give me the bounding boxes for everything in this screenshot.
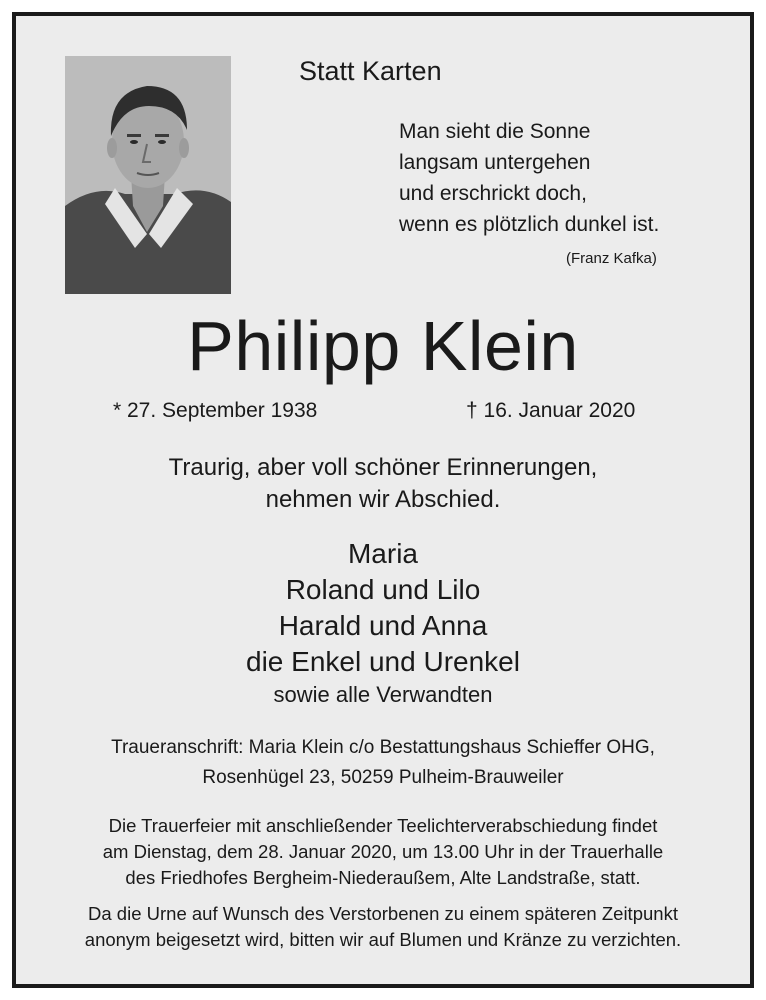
service-line: am Dienstag, dem 28. Januar 2020, um 13.00 Uhr in der Trauerhalle [102,841,664,862]
mourner-name: Maria [347,538,418,569]
quote-line: wenn es plötzlich dunkel ist. [399,213,660,236]
mourners-list [16,536,750,680]
quote-line: Man sieht die Sonne [399,120,591,143]
urn-note [16,901,750,953]
quote-line: langsam untergehen [399,151,591,174]
urn-note-line: Da die Urne auf Wunsch des Verstorbenen zu einem späteren Zeitpunkt [88,903,678,924]
mourning-address [16,733,750,793]
farewell-line: nehmen wir Abschied. [265,486,501,513]
portrait-photo [65,56,231,294]
farewell-line: Traurig, aber voll schöner Erinnerungen, [168,454,598,481]
death-date: † 16. Januar 2020 [466,399,636,422]
address-line: Rosenhügel 23, 50259 Pulheim-Brauweiler [202,767,564,788]
funeral-service-info [16,813,750,891]
statt-karten-heading: Statt Karten [299,56,442,86]
birth-date: * 27. September 1938 [113,399,318,422]
mourner-name: Harald und Anna [278,610,488,641]
deceased-name: Philipp Klein [187,307,579,385]
urn-note-line: anonym beigesetzt wird, bitten wir auf Blumen und Kränze zu verzichten. [84,929,682,950]
address-line: Traueranschrift: Maria Klein c/o Bestattungshaus Schieffer OHG, [111,737,655,758]
relatives-line: sowie alle Verwandten [273,682,493,707]
mourner-name: Roland und Lilo [285,574,481,605]
quote-line: und erschrickt doch, [399,182,587,205]
quote-author: (Franz Kafka) [566,250,657,267]
mourner-name: die Enkel und Urenkel [246,646,520,677]
service-line: des Friedhofes Bergheim-Niederaußem, Alte Landstraße, statt. [125,867,641,888]
service-line: Die Trauerfeier mit anschließender Teelichterverabschiedung findet [108,815,658,836]
quote-poem [399,116,659,240]
farewell-text [16,452,750,516]
obituary-frame [12,12,754,988]
